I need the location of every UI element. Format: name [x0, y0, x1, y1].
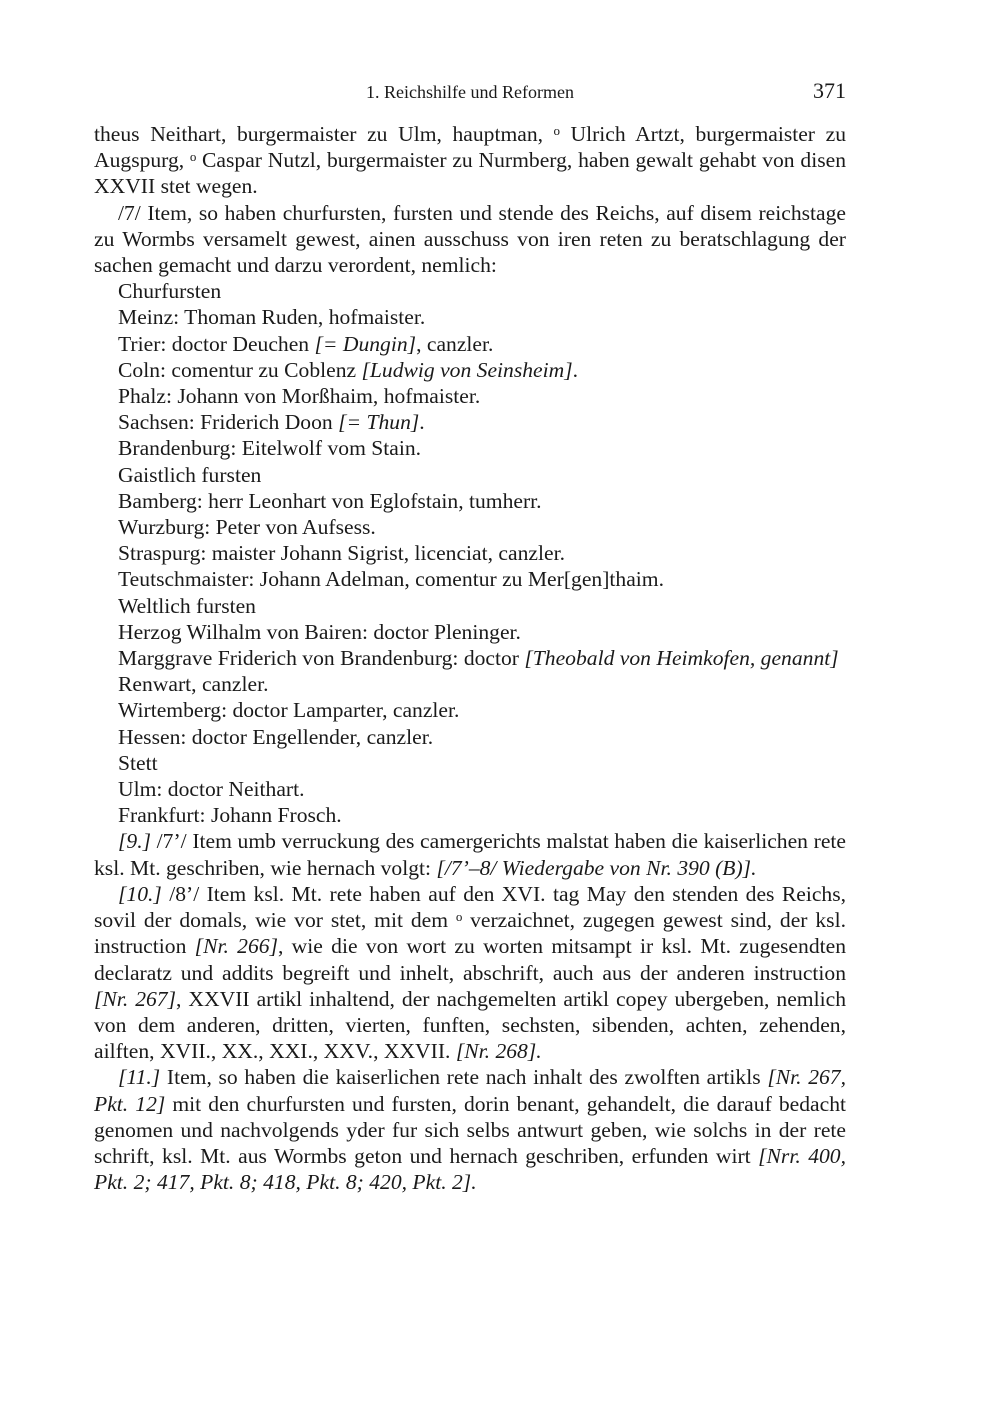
text: /7’/ Item umb verruckung des camergerichts malstat haben die kaiserlichen rete ksl. Mt. geschriben, wie hernach volgt:	[94, 829, 846, 880]
list-item-bamberg: Bamberg: herr Leonhart von Eglofstain, tumherr.	[118, 488, 542, 513]
text: Item, so haben die kaiserlichen rete nach inhalt des zwolften artikls	[160, 1065, 768, 1090]
running-title: 1. Reichshilfe und Reformen	[366, 82, 574, 102]
group-heading-weltlich: Weltlich fursten	[118, 593, 256, 618]
section-number: [11.]	[118, 1065, 161, 1090]
list-item-phalz: Phalz: Johann von Morßhaim, hofmaister.	[118, 384, 481, 409]
list-item-trier	[118, 331, 846, 357]
paragraph-continuation: theus Neithart, burgermaister zu Ulm, hauptman, ᵒ Ulrich Artzt, burgermaister zu Augspurg, ᵒ Caspar Nutzl, burgermaister zu Nurmberg, haben gewalt gehabt von disen XXVII stet wegen.	[94, 122, 846, 199]
text: Coln: comentur zu Coblenz	[118, 357, 362, 382]
editorial-note: [/7’–8/ Wiedergabe von Nr. 390 (B)].	[436, 855, 757, 880]
editorial-note: [= Thun]	[338, 410, 420, 435]
text: Marggrave Friderich von Brandenburg: doctor	[118, 646, 525, 671]
editorial-note: [= Dungin]	[314, 331, 417, 356]
body-text	[94, 121, 846, 1195]
paragraph-10	[94, 881, 846, 1064]
list-item-straspurg: Straspurg: maister Johann Sigrist, licenciat, canzler.	[118, 541, 565, 566]
editorial-note: [Theobald von Heimkofen, genannt]	[524, 646, 839, 671]
list-item-hessen: Hessen: doctor Engellender, canzler.	[118, 724, 434, 749]
editorial-note: [Ludwig von Seinsheim]	[361, 357, 573, 382]
text: .	[419, 410, 425, 435]
list-item-teutschmaister: Teutschmaister: Johann Adelman, comentur zu Mer[gen]thaim.	[118, 567, 664, 592]
list-item-sachsen	[118, 409, 846, 435]
text: , canzler.	[416, 331, 494, 356]
text: mit den churfursten und fursten, dorin benant, gehandelt, die darauf bedacht genomen und nachvolgends yder fur sich selbs antwurt geben, wie solchs in der rete schrift, ksl. Mt. aus Wormbs geton und hernach geschriben, erfunden wirt	[94, 1091, 846, 1168]
section-number: [9.]	[118, 829, 152, 854]
text: , XXVII artikl inhaltend, der nachgemelten artikl copey ubergeben, nemlich von dem anderen, dritten, vierten, funften, sechsten, sibenden, achten, zehenden, ailften, XVII., XX., XXI., XXV., XXVII.	[94, 986, 846, 1064]
text: /8’/ Item ksl. Mt. rete haben auf den XVI. tag May den stenden des Reichs, sovil der domals, wie vor stet, mit dem ᵒ verzaichnet, zugegen gewest sind, der ksl. instruction	[94, 881, 846, 959]
text: Sachsen: Friderich Doon	[118, 410, 339, 435]
editorial-note: [Nrr. 400, Pkt. 2; 417, Pkt. 8; 418, Pkt. 8; 420, Pkt. 2].	[94, 1143, 847, 1195]
list-item-frankfurt: Frankfurt: Johann Frosch.	[118, 803, 342, 828]
text: .	[572, 357, 579, 382]
editorial-note: [Nr. 266]	[194, 934, 278, 959]
paragraph-7: /7/ Item, so haben churfursten, fursten und stende des Reichs, auf disem reichstage zu Wormbs versamelt gewest, ainen ausschuss von iren reten zu beratschlagung der sachen gemacht und darzu verordent, nemlich:	[94, 200, 846, 278]
editorial-note: [Nr. 268].	[455, 1039, 542, 1064]
page-header	[94, 78, 846, 108]
editorial-note: [Nr. 267]	[94, 986, 177, 1011]
list-item-wirtemberg: Wirtemberg: doctor Lamparter, canzler.	[118, 698, 460, 723]
committee-list	[118, 278, 846, 828]
text: , wie die von wort zu worten mitsampt ir ksl. Mt. zugesendten declaratz und addits begreift und inhelt, abschrift, auch aus der anderen instruction	[94, 934, 846, 985]
list-item-ulm: Ulm: doctor Neithart.	[118, 777, 305, 802]
list-item-brandenburg: Brandenburg: Eitelwolf vom Stain.	[118, 436, 422, 461]
list-item-wurzburg: Wurzburg: Peter von Aufsess.	[118, 515, 376, 540]
list-item-marggrave	[118, 645, 846, 697]
text: Trier: doctor Deuchen	[118, 331, 315, 356]
paragraph-11	[94, 1064, 846, 1195]
list-item-bairen: Herzog Wilhalm von Bairen: doctor Pleninger.	[118, 619, 521, 644]
list-item-coln	[118, 357, 846, 383]
editorial-note: [Nr. 267, Pkt. 12]	[94, 1065, 846, 1116]
section-number: [10.]	[118, 881, 162, 906]
text: Renwart, canzler.	[118, 672, 269, 697]
page-number: 371	[813, 78, 846, 103]
group-heading-gaistlich: Gaistlich fursten	[118, 462, 262, 487]
group-heading-stett: Stett	[118, 750, 158, 775]
list-item-meinz: Meinz: Thoman Ruden, hofmaister.	[118, 305, 426, 330]
paragraph-9	[94, 828, 846, 880]
group-heading-churfursten: Churfursten	[118, 279, 222, 304]
